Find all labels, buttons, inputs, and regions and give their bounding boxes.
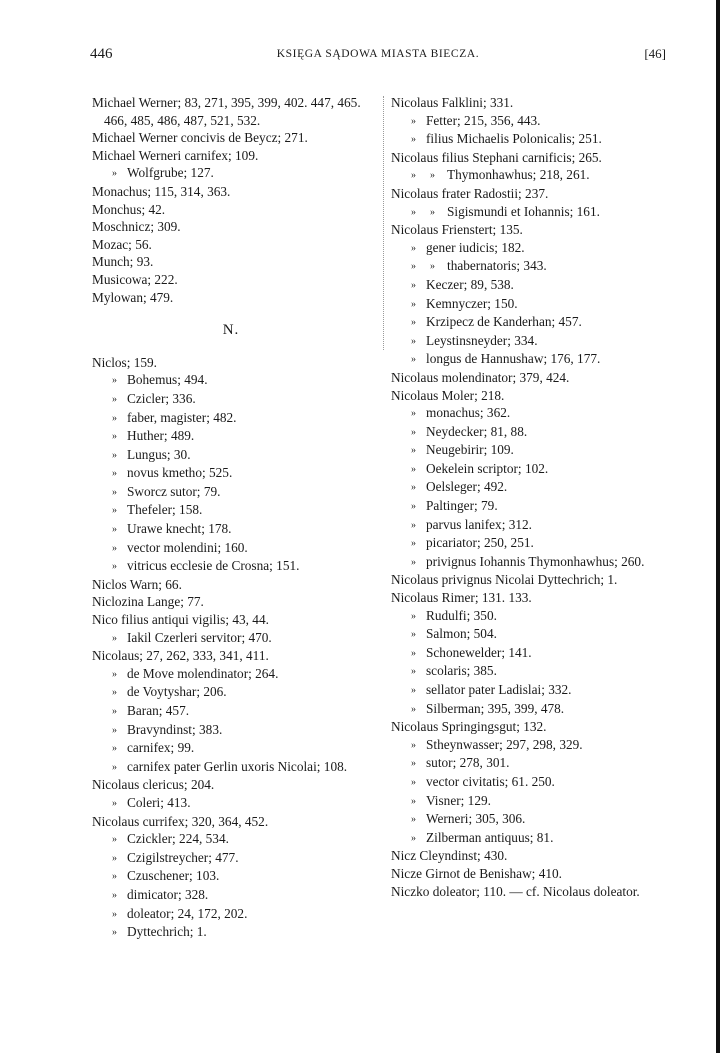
- ditto-marker: »: [112, 834, 117, 846]
- index-entry: [391, 625, 669, 644]
- ditto-marker: »: [411, 115, 416, 127]
- ditto-marker-double: » »: [411, 261, 435, 273]
- ditto-marker: »: [112, 468, 117, 480]
- ditto-marker: »: [411, 685, 416, 696]
- index-entry: [391, 736, 669, 755]
- entry-text: Michael Werneri carnifex; 109.: [92, 147, 259, 163]
- index-entry: [92, 849, 370, 868]
- index-entry: [92, 253, 370, 271]
- entry-text: Nicolaus Frienstert; 135.: [391, 222, 523, 238]
- entry-text: filius Michaelis Polonicalis; 251.: [426, 131, 602, 147]
- entry-text: Nicolaus; 27, 262, 333, 341, 411.: [92, 648, 269, 664]
- ditto-marker-double: » »: [411, 170, 435, 182]
- entry-text: de Voytyshar; 206.: [127, 684, 227, 700]
- index-entry: [92, 218, 370, 236]
- index-entry: [391, 203, 669, 222]
- entry-text: de Move molendinator; 264.: [127, 665, 279, 681]
- ditto-marker: »: [411, 776, 416, 788]
- index-entry: [92, 129, 370, 147]
- index-entry: [391, 239, 669, 258]
- page-number: 446: [90, 46, 113, 62]
- left-entries-n: [92, 354, 370, 942]
- entry-text: Paltinger; 79.: [426, 498, 498, 514]
- ditto-marker: »: [112, 632, 117, 644]
- entry-text: Czuschener; 103.: [127, 868, 220, 884]
- ditto-marker: »: [112, 706, 117, 717]
- index-entry: [391, 829, 669, 848]
- ditto-marker: »: [411, 666, 416, 678]
- entry-text: Urawe knecht; 178.: [127, 521, 232, 537]
- entry-text: Bohemus; 494.: [127, 372, 208, 388]
- index-entry: [92, 776, 370, 794]
- ditto-marker: »: [112, 168, 117, 180]
- ditto-marker: »: [411, 814, 416, 826]
- index-entry: [391, 257, 669, 276]
- ditto-marker: »: [411, 317, 416, 329]
- entry-text: carnifex pater Gerlin uxoris Nicolai; 108.: [127, 758, 348, 774]
- ditto-marker: »: [411, 298, 416, 310]
- ditto-marker: »: [411, 445, 416, 457]
- index-entry: [92, 201, 370, 219]
- ditto-marker: »: [411, 335, 416, 347]
- entry-text: Nico filius antiqui vigilis; 43, 44.: [92, 612, 269, 628]
- ditto-marker: »: [112, 852, 117, 864]
- index-entry: [391, 865, 669, 883]
- entry-text: Sworcz sutor; 79.: [127, 483, 221, 499]
- entry-text: Michael Werner; 83, 271, 395, 399, 402. 447, 465. 466, 485, 486, 487, 521, 532.: [92, 95, 361, 128]
- index-entry: [92, 886, 370, 905]
- entry-text: Nicolaus molendinator; 379, 424.: [391, 369, 570, 385]
- entry-text: Werneri; 305, 306.: [426, 811, 526, 827]
- ditto-marker: »: [411, 739, 416, 751]
- entry-text: Niczko doleator; 110. — cf. Nicolaus doleator.: [391, 883, 640, 899]
- ditto-marker: »: [112, 743, 117, 755]
- index-entry: [391, 460, 669, 479]
- index-entry: [391, 589, 669, 607]
- entry-text: picariator; 250, 251.: [426, 535, 534, 551]
- index-entry: [391, 571, 669, 589]
- entry-text: Coleri; 413.: [127, 794, 191, 810]
- index-entry: [391, 350, 669, 369]
- index-entry: [391, 130, 669, 149]
- entry-text: sellator pater Ladislai; 332.: [426, 682, 572, 697]
- entry-text: carnifex; 99.: [127, 740, 195, 756]
- index-entry: [92, 427, 370, 446]
- index-entry: [92, 611, 370, 629]
- entry-text: Monchus; 42.: [92, 201, 166, 217]
- index-entry: [92, 794, 370, 813]
- index-entry: [92, 539, 370, 558]
- index-entry: [92, 629, 370, 648]
- ditto-marker: »: [411, 426, 416, 438]
- index-entry: [391, 700, 669, 719]
- index-entry: [92, 739, 370, 758]
- ditto-marker: »: [112, 668, 117, 680]
- entry-text: Musicowa; 222.: [92, 271, 178, 287]
- ditto-marker: »: [112, 486, 117, 498]
- index-entry: [391, 516, 669, 535]
- ditto-marker: »: [411, 354, 416, 366]
- index-entry: [391, 497, 669, 516]
- entry-text: Mozac; 56.: [92, 236, 152, 252]
- entry-text: privignus Iohannis Thymonhawhus; 260.: [426, 553, 645, 569]
- entry-text: Visner; 129.: [426, 792, 491, 808]
- index-entry: [92, 905, 370, 924]
- index-entry: [391, 404, 669, 423]
- entry-text: Lungus; 30.: [127, 446, 191, 462]
- index-entry: [391, 792, 669, 811]
- index-entry: [391, 534, 669, 553]
- entry-text: dimicator; 328.: [127, 886, 209, 902]
- index-entry: [92, 867, 370, 886]
- entry-text: Fetter; 215, 356, 443.: [426, 112, 541, 128]
- index-entry: [92, 813, 370, 831]
- ditto-marker: »: [411, 629, 416, 641]
- index-entry: [92, 164, 370, 183]
- ditto-marker-double: » »: [411, 206, 435, 218]
- index-entry: [391, 662, 669, 681]
- entry-text: Oelsleger; 492.: [426, 479, 508, 495]
- index-entry: [92, 371, 370, 390]
- entry-text: monachus; 362.: [426, 405, 511, 421]
- ditto-marker: »: [112, 797, 117, 809]
- entry-text: Moschnicz; 309.: [92, 219, 181, 235]
- ditto-marker: »: [112, 449, 117, 461]
- ditto-marker: »: [411, 279, 416, 291]
- ditto-marker: »: [411, 538, 416, 550]
- entry-text: Nicolaus Moler; 218.: [391, 387, 505, 403]
- entry-text: Zilberman antiquus; 81.: [426, 829, 554, 845]
- index-entry: [92, 830, 370, 849]
- right-entries: [391, 94, 669, 900]
- entry-text: Czicler; 336.: [127, 390, 196, 406]
- index-entry: [92, 409, 370, 428]
- entry-text: gener iudicis; 182.: [426, 239, 525, 255]
- index-entry: [391, 478, 669, 497]
- entry-text: Neugebirir; 109.: [426, 442, 514, 458]
- entry-text: Thymonhawhus; 218, 261.: [447, 167, 590, 183]
- entry-text: Niclos Warn; 66.: [92, 576, 182, 592]
- entry-text: Krzipecz de Kanderhan; 457.: [426, 314, 582, 330]
- entry-text: Nicolaus Rimer; 131. 133.: [391, 590, 532, 606]
- entry-text: Mylowan; 479.: [92, 289, 174, 305]
- entry-text: Nicolaus frater Radostii; 237.: [391, 185, 549, 201]
- entry-text: Dyttechrich; 1.: [127, 924, 207, 940]
- entry-text: Wolfgrube; 127.: [127, 165, 214, 181]
- entry-text: novus kmetho; 525.: [127, 465, 233, 481]
- entry-text: parvus lanifex; 312.: [426, 516, 532, 532]
- entry-text: Leystinsneyder; 334.: [426, 332, 538, 348]
- entry-text: Silberman; 395, 399, 478.: [426, 700, 565, 716]
- ditto-marker: »: [411, 832, 416, 844]
- entry-text: Nicze Girnot de Benishaw; 410.: [391, 865, 562, 881]
- ditto-marker: »: [411, 795, 416, 807]
- ditto-marker: »: [112, 724, 117, 736]
- entry-text: Neydecker; 81, 88.: [426, 423, 528, 439]
- index-entry: [391, 441, 669, 460]
- index-entry: [391, 185, 669, 203]
- entry-text: Michael Werner concivis de Beycz; 271.: [92, 130, 308, 146]
- ditto-marker: »: [112, 431, 117, 443]
- ditto-marker: »: [112, 393, 117, 405]
- ditto-marker: »: [411, 463, 416, 475]
- entry-text: Niclozina Lange; 77.: [92, 594, 204, 610]
- entry-text: Monachus; 115, 314, 363.: [92, 183, 231, 199]
- ditto-marker: »: [112, 375, 117, 387]
- index-entry: [92, 758, 370, 777]
- index-entry: [92, 464, 370, 483]
- index-entry: [391, 276, 669, 295]
- index-entry: [92, 576, 370, 594]
- ditto-marker: »: [411, 519, 416, 531]
- entry-text: Nicolaus currifex; 320, 364, 452.: [92, 813, 269, 829]
- entry-text: Keczer; 89, 538.: [426, 276, 514, 292]
- entry-text: Salmon; 504.: [426, 626, 497, 642]
- index-entry: [92, 483, 370, 502]
- ditto-marker: »: [411, 758, 416, 770]
- index-entry: [92, 390, 370, 409]
- page-edge: [716, 0, 720, 1053]
- entry-text: Nicolaus Falklini; 331.: [391, 95, 514, 110]
- entry-text: vitricus ecclesie de Crosna; 151.: [127, 558, 300, 574]
- ditto-marker: »: [112, 761, 117, 773]
- index-entry: [391, 332, 669, 351]
- index-entry: [391, 773, 669, 792]
- column-divider: [383, 96, 384, 350]
- ditto-marker: »: [112, 889, 117, 901]
- ditto-marker: »: [112, 871, 117, 883]
- index-entry: [92, 183, 370, 201]
- entry-text: Kemnyczer; 150.: [426, 295, 518, 311]
- index-entry: [92, 94, 370, 129]
- index-entry: [391, 166, 669, 185]
- ditto-marker: »: [112, 927, 117, 939]
- index-entry: [391, 112, 669, 131]
- entry-text: Nicz Cleyndinst; 430.: [391, 848, 508, 864]
- entry-text: vector molendini; 160.: [127, 539, 248, 555]
- ditto-marker: »: [112, 561, 117, 573]
- entry-text: vector civitatis; 61. 250.: [426, 773, 555, 789]
- entry-text: Czigilstreycher; 477.: [127, 849, 239, 865]
- left-entries-m: [92, 94, 370, 306]
- entry-text: Nicolaus privignus Nicolai Dyttechrich; 1.: [391, 572, 618, 588]
- ditto-marker: »: [112, 524, 117, 536]
- entry-text: Huther; 489.: [127, 428, 195, 444]
- index-entry: [92, 665, 370, 684]
- index-entry: [391, 754, 669, 773]
- index-entry: [391, 810, 669, 829]
- entry-text: longus de Hannushaw; 176, 177.: [426, 351, 601, 367]
- index-entry: [92, 647, 370, 665]
- entry-text: Nicolaus clericus; 204.: [92, 777, 215, 793]
- entry-text: Bravyndinst; 383.: [127, 721, 223, 737]
- index-entry: [391, 607, 669, 626]
- ditto-marker: »: [112, 908, 117, 920]
- index-entry: [391, 313, 669, 332]
- index-entry: [391, 149, 669, 167]
- index-entry: [391, 423, 669, 442]
- index-entry: [391, 553, 669, 572]
- running-title: KSIĘGA SĄDOWA MIASTA BIECZA.: [276, 48, 480, 60]
- index-entry: [92, 446, 370, 465]
- index-entry: [391, 718, 669, 736]
- ditto-marker: »: [112, 412, 117, 424]
- entry-text: Baran; 457.: [127, 703, 190, 718]
- entry-text: Schonewelder; 141.: [426, 644, 532, 660]
- ditto-marker: »: [112, 687, 117, 699]
- ditto-marker: »: [411, 134, 416, 146]
- ditto-marker: »: [112, 505, 117, 517]
- entry-text: Nicolaus filius Stephani carnificis; 265.: [391, 149, 602, 165]
- index-entry: [391, 387, 669, 405]
- ditto-marker: »: [411, 501, 416, 513]
- ditto-marker: »: [411, 242, 416, 254]
- entry-text: Nicolaus Springingsgut; 132.: [391, 719, 547, 735]
- index-entry: [391, 295, 669, 314]
- left-column: [92, 94, 370, 942]
- index-entry: [92, 593, 370, 611]
- index-entry: [92, 236, 370, 254]
- ditto-marker: »: [411, 703, 416, 715]
- bracket-reference: [46]: [644, 46, 666, 61]
- index-entry: [92, 520, 370, 539]
- entry-text: Munch; 93.: [92, 254, 154, 270]
- index-entry: [92, 923, 370, 942]
- index-entry: [391, 847, 669, 865]
- entry-text: Thefeler; 158.: [127, 502, 203, 518]
- index-entry: [92, 289, 370, 307]
- running-header: [90, 46, 666, 68]
- index-entry: [92, 683, 370, 702]
- index-entry: [391, 644, 669, 663]
- section-letter: N.: [222, 322, 240, 339]
- index-entry: [391, 221, 669, 239]
- right-column: [391, 94, 669, 900]
- entry-text: Czickler; 224, 534.: [127, 831, 229, 847]
- entry-text: Rudulfi; 350.: [426, 607, 497, 623]
- ditto-marker: »: [112, 542, 117, 554]
- ditto-marker: »: [411, 556, 416, 568]
- entry-text: thabernatoris; 343.: [447, 258, 547, 274]
- entry-text: Niclos; 159.: [92, 354, 158, 370]
- index-entry: [391, 681, 669, 700]
- entry-text: sutor; 278, 301.: [426, 755, 510, 771]
- index-entry: [92, 702, 370, 721]
- index-entry: [92, 271, 370, 289]
- ditto-marker: »: [411, 647, 416, 659]
- entry-text: faber, magister; 482.: [127, 409, 237, 425]
- entry-text: Stheynwasser; 297, 298, 329.: [426, 736, 583, 752]
- index-entry: [391, 369, 669, 387]
- entry-text: scolaris; 385.: [426, 663, 497, 679]
- ditto-marker: »: [411, 610, 416, 622]
- entry-text: doleator; 24, 172, 202.: [127, 905, 248, 921]
- index-entry: [92, 147, 370, 165]
- entry-text: Iakil Czerleri servitor; 470.: [127, 629, 272, 645]
- ditto-marker: »: [411, 482, 416, 494]
- index-entry: [92, 354, 370, 372]
- entry-text: Oekelein scriptor; 102.: [426, 460, 549, 476]
- index-entry: [92, 501, 370, 520]
- index-entry: [391, 883, 669, 901]
- index-entry: [92, 721, 370, 740]
- entry-text: Sigismundi et Iohannis; 161.: [447, 203, 600, 219]
- ditto-marker: »: [411, 408, 416, 420]
- index-entry: [391, 94, 669, 112]
- index-entry: [92, 557, 370, 576]
